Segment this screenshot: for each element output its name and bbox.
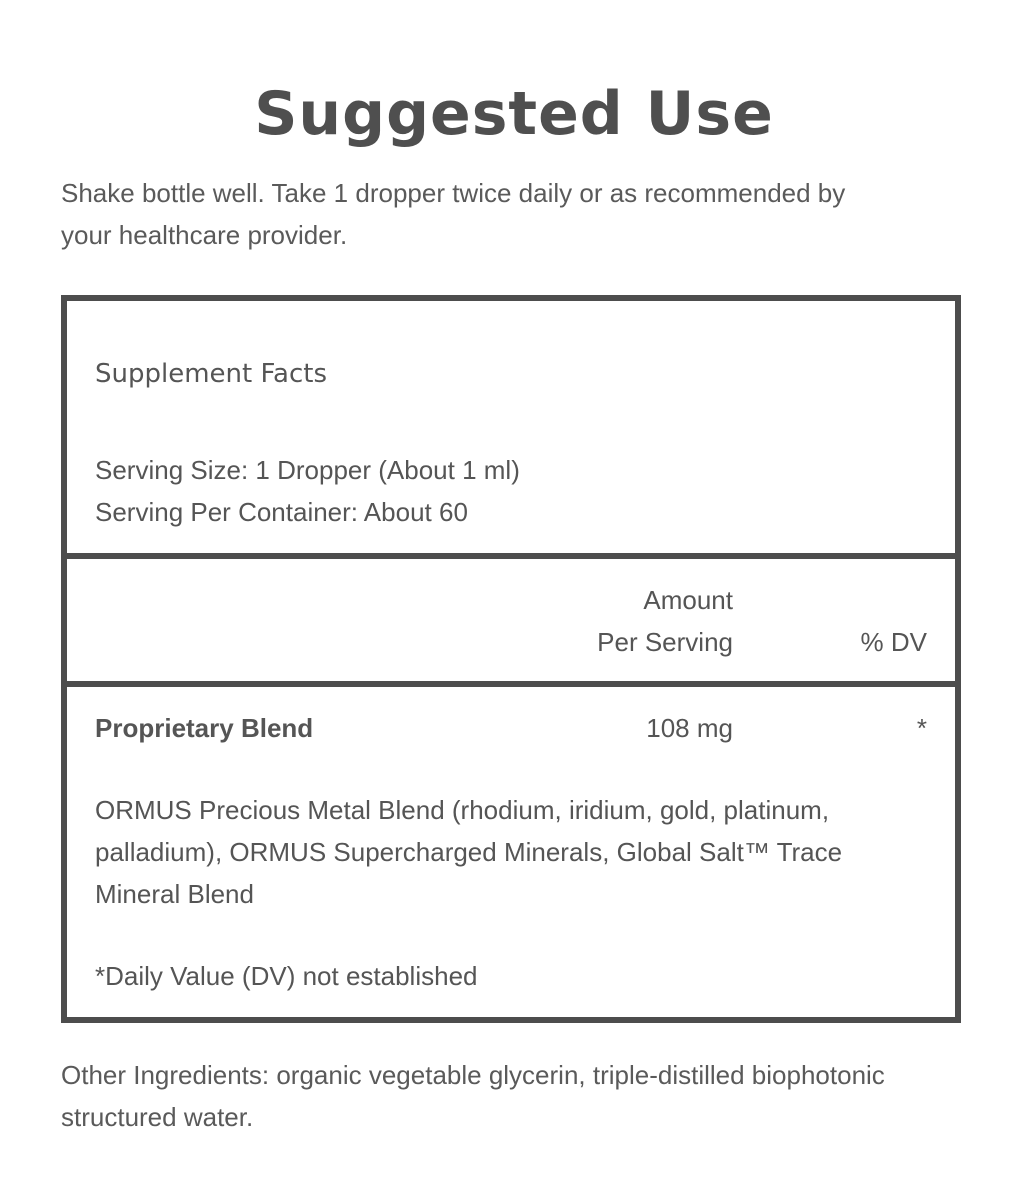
- blend-line: Mineral Blend: [95, 879, 254, 909]
- facts-row: [67, 687, 955, 1017]
- other-ingredients-line: structured water.: [61, 1102, 254, 1132]
- blend-description: [95, 789, 915, 915]
- other-ingredients-line: Other Ingredients: organic vegetable glycerin, triple-distilled biophotonic: [61, 1060, 885, 1090]
- other-ingredients: [61, 1054, 961, 1138]
- blend-line: palladium), ORMUS Supercharged Minerals, Global Salt™ Trace: [95, 837, 843, 867]
- amount-header-line1: Amount: [643, 585, 733, 615]
- intro-line: Shake bottle well. Take 1 dropper twice daily or as recommended by: [61, 178, 846, 208]
- suggested-use-text: [61, 172, 941, 256]
- servings-per-container: Serving Per Container: About 60: [95, 497, 468, 527]
- facts-column-header: [67, 559, 955, 687]
- facts-header: [67, 301, 955, 559]
- serving-size: Serving Size: 1 Dropper (About 1 ml): [95, 455, 520, 485]
- intro-line: your healthcare provider.: [61, 220, 348, 250]
- facts-title: Supplement Facts: [95, 359, 328, 389]
- blend-name: Proprietary Blend: [95, 713, 314, 743]
- amount-per-serving-header: [597, 579, 733, 663]
- supplement-facts-panel: [61, 295, 961, 1023]
- page-title: Suggested Use: [254, 79, 774, 150]
- amount-header-line2: Per Serving: [597, 627, 733, 657]
- dv-footnote: *Daily Value (DV) not established: [95, 961, 478, 991]
- blend-dv: *: [916, 713, 927, 743]
- serving-info: [95, 449, 520, 533]
- blend-line: ORMUS Precious Metal Blend (rhodium, iridium, gold, platinum,: [95, 795, 830, 825]
- blend-amount: 108 mg: [646, 713, 733, 743]
- dv-header: % DV: [860, 627, 927, 657]
